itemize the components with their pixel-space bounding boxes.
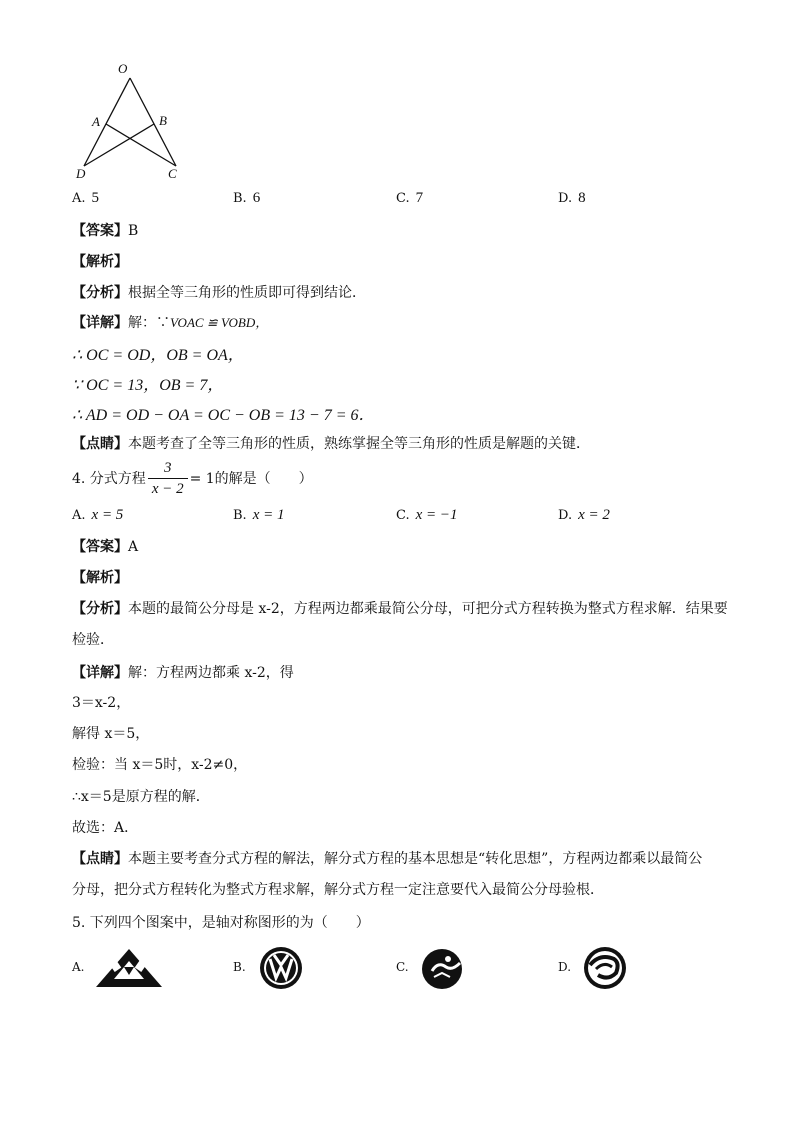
congruence-statement: VOAC ≌ VOBD， xyxy=(170,315,269,330)
label-C: C xyxy=(168,166,177,181)
q5-option-c[interactable]: C. xyxy=(396,945,496,991)
recycle-triangle-logo-icon xyxy=(94,947,164,989)
q4-options xyxy=(72,507,732,527)
q3-step-1: ∴ OC = OD，OB = OA， xyxy=(72,347,244,364)
q3-xiangjie: 【详解】解：∵VOAC ≌ VOBD， xyxy=(72,315,269,331)
q4-step-3: 检验：当 x＝5时，x-2≠0， xyxy=(72,757,248,773)
q4-option-b[interactable]: B. x = 1 xyxy=(233,507,285,523)
q5-option-a[interactable]: A. xyxy=(72,945,172,991)
q3-dianjing: 【点睛】本题考查了全等三角形的性质，熟练掌握全等三角形的性质是解题的关键． xyxy=(72,436,590,452)
q4-option-d[interactable]: D. x = 2 xyxy=(558,507,610,523)
q3-analysis-tag: 【解析】 xyxy=(72,254,128,270)
q4-analysis-tag: 【解析】 xyxy=(72,570,128,586)
q4-step-2: 解得 x＝5， xyxy=(72,726,150,742)
q4-step-1: 3＝x-2， xyxy=(72,695,131,711)
triangle-figure xyxy=(70,58,190,183)
vw-logo-icon xyxy=(257,945,305,991)
q4-fenxi: 【分析】本题的最简公分母是 x-2，方程两边都乘最简公分母，可把分式方程转换为整式方程求解．结果要 xyxy=(72,601,728,617)
q5-stem: 5. 下列四个图案中，是轴对称图形的为（ ） xyxy=(72,915,370,931)
q3-options xyxy=(72,190,732,210)
label-D: D xyxy=(76,166,86,181)
q3-option-a[interactable]: A. 5 xyxy=(72,190,100,206)
q3-step-3: ∴ AD = OD − OA = OC − OB = 13 − 7 = 6． xyxy=(72,407,375,424)
q4-xiangjie: 【详解】解：方程两边都乘 x-2，得 xyxy=(72,665,294,681)
q4-answer: 【答案】A xyxy=(72,539,139,555)
q5-option-d[interactable]: D. xyxy=(558,945,658,991)
q4-dianjing-cont: 分母，把分式方程转化为整式方程求解，解分式方程一定注意要代入最简公分母验根． xyxy=(72,882,604,898)
q4-fenxi-cont: 检验． xyxy=(72,632,114,648)
q4-option-c[interactable]: C. x = −1 xyxy=(396,507,458,523)
q3-option-b[interactable]: B. 6 xyxy=(233,190,261,206)
q4-step-5: 故选：A． xyxy=(72,820,139,836)
q4-fraction: $\frac{3}{x - 2}$ xyxy=(148,458,188,499)
q4-step-4: ∴x＝5是原方程的解． xyxy=(72,789,210,805)
q4-dianjing: 【点睛】本题主要考查分式方程的解法，解分式方程的基本思想是“转化思想”，方程两边都乘以最简公 xyxy=(72,851,703,867)
q4-stem: 4. 分式方程 $\frac{3}{x - 2}$ = 1的解是（ ） xyxy=(72,459,313,497)
q3-fenxi: 【分析】根据全等三角形的性质即可得到结论． xyxy=(72,285,366,301)
label-A: A xyxy=(92,114,100,129)
label-O: O xyxy=(118,61,128,76)
q3-option-d[interactable]: D. 8 xyxy=(558,190,586,206)
label-B: B xyxy=(159,113,167,128)
q4-option-a[interactable]: A. x = 5 xyxy=(72,507,124,523)
q3-step-2: ∵ OC = 13，OB = 7， xyxy=(72,377,224,394)
q3-option-c[interactable]: C. 7 xyxy=(396,190,424,206)
swirl-circle-logo-icon xyxy=(580,945,630,991)
dark-circle-logo-icon xyxy=(420,947,468,991)
q5-option-b[interactable]: B. xyxy=(233,945,333,991)
q3-answer: 【答案】B xyxy=(72,223,139,239)
